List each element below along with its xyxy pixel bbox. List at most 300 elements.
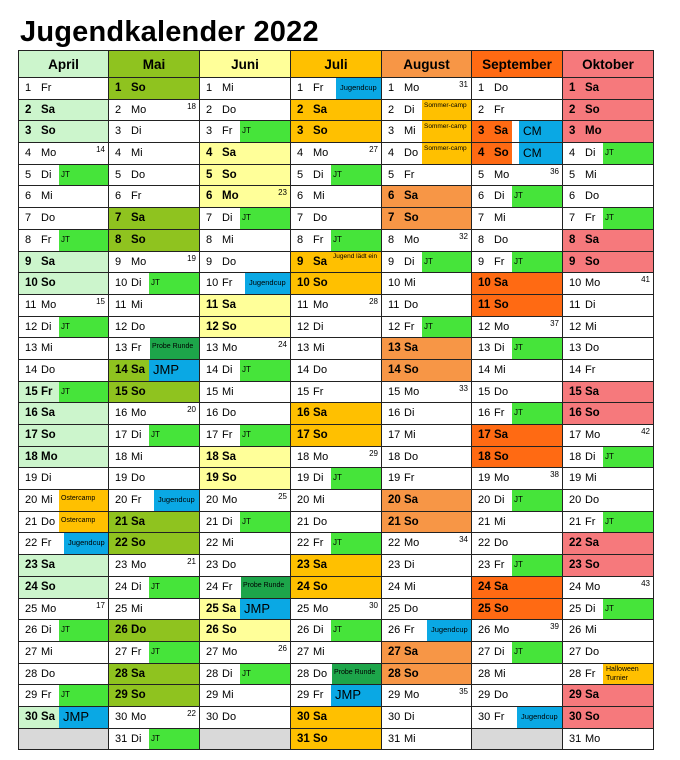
weekday: Mo [494, 472, 510, 485]
event-jt[interactable]: JT [603, 447, 653, 468]
day-cell[interactable] [382, 294, 472, 316]
day-cell[interactable] [563, 641, 654, 663]
day-cell[interactable] [472, 273, 563, 295]
day-label [115, 451, 143, 463]
day-cell[interactable] [291, 164, 382, 186]
day-cell[interactable] [472, 78, 563, 100]
day-cell[interactable] [382, 685, 472, 707]
day-cell[interactable] [109, 99, 200, 121]
day-cell[interactable] [109, 381, 200, 403]
day-cell[interactable] [200, 511, 291, 533]
day-cell[interactable] [19, 555, 109, 577]
event-jt[interactable]: JT [240, 121, 290, 142]
event-jt[interactable]: JT [331, 165, 381, 186]
day-cell[interactable] [472, 641, 563, 663]
weekday: Mi [585, 168, 597, 181]
event-jt[interactable]: JT [422, 252, 471, 273]
event-jt[interactable]: JT [149, 273, 199, 294]
day-cell[interactable] [291, 381, 382, 403]
day-cell[interactable] [291, 576, 382, 598]
day-cell[interactable] [472, 316, 563, 338]
day-cell[interactable] [382, 663, 472, 685]
day-cell[interactable] [200, 338, 291, 360]
day-cell[interactable] [200, 403, 291, 425]
day-cell[interactable] [563, 164, 654, 186]
day-cell[interactable] [19, 229, 109, 251]
day-cell[interactable] [563, 143, 654, 165]
day-cell[interactable] [200, 663, 291, 685]
event-jmp[interactable]: JMP [149, 360, 199, 381]
day-cell[interactable] [382, 468, 472, 490]
day-cell[interactable] [19, 663, 109, 685]
day-cell[interactable] [109, 728, 200, 750]
event-jt[interactable]: JT [331, 468, 381, 489]
event-cm[interactable]: CM [519, 121, 562, 142]
day-cell[interactable] [472, 143, 563, 165]
day-cell[interactable] [19, 381, 109, 403]
day-cell[interactable] [472, 511, 563, 533]
event-jt[interactable]: JT [512, 186, 562, 207]
day-cell[interactable] [382, 121, 472, 143]
day-cell[interactable] [563, 251, 654, 273]
day-cell[interactable] [200, 273, 291, 295]
day-cell[interactable] [200, 576, 291, 598]
day-cell[interactable] [109, 706, 200, 728]
event-jt[interactable]: JT [240, 512, 290, 533]
day-cell[interactable] [291, 121, 382, 143]
day-cell[interactable] [563, 576, 654, 598]
day-cell[interactable] [200, 121, 291, 143]
calendar-row [19, 403, 654, 425]
day-cell[interactable] [291, 99, 382, 121]
event-jt[interactable]: JT [240, 208, 290, 229]
event-jmp[interactable]: JMP [331, 685, 381, 706]
day-cell[interactable] [200, 490, 291, 512]
day-cell[interactable] [382, 728, 472, 750]
day-cell[interactable] [382, 338, 472, 360]
day-cell[interactable] [472, 425, 563, 447]
day-cell[interactable] [382, 533, 472, 555]
day-cell[interactable] [472, 403, 563, 425]
day-cell[interactable] [291, 511, 382, 533]
day-cell[interactable] [291, 78, 382, 100]
day-cell[interactable] [291, 533, 382, 555]
day-cell[interactable] [472, 229, 563, 251]
day-cell[interactable] [382, 78, 472, 100]
day-cell[interactable] [291, 338, 382, 360]
day-cell[interactable] [382, 99, 472, 121]
day-cell[interactable] [19, 359, 109, 381]
day-cell[interactable] [291, 143, 382, 165]
day-cell[interactable] [563, 208, 654, 230]
day-cell[interactable] [19, 511, 109, 533]
weekday: Fr [41, 82, 52, 94]
day-cell[interactable] [200, 359, 291, 381]
day-cell[interactable] [109, 208, 200, 230]
week-number: 32 [459, 231, 468, 241]
event-jt[interactable]: JT [512, 642, 562, 663]
day-cell[interactable] [382, 490, 472, 512]
event-jt[interactable]: JT [59, 685, 108, 706]
day-cell[interactable] [200, 381, 291, 403]
day-label [115, 559, 146, 571]
day-cell[interactable] [563, 598, 654, 620]
event-jt[interactable]: JT [59, 230, 108, 251]
day-cell[interactable] [109, 490, 200, 512]
day-cell[interactable] [200, 99, 291, 121]
event-oc[interactable]: Ostercamp [59, 490, 108, 511]
event-jt[interactable]: JT [59, 620, 108, 641]
day-cell[interactable] [472, 706, 563, 728]
day-cell[interactable] [291, 555, 382, 577]
day-cell[interactable] [19, 706, 109, 728]
day-cell[interactable] [382, 403, 472, 425]
event-jt[interactable]: JT [331, 230, 381, 251]
day-cell[interactable] [382, 316, 472, 338]
day-cell[interactable] [291, 294, 382, 316]
day-number: 14 [115, 363, 128, 376]
day-cell[interactable] [563, 186, 654, 208]
day-cell[interactable] [472, 490, 563, 512]
weekday: Do [494, 385, 509, 398]
day-label [388, 234, 419, 246]
day-cell[interactable] [472, 208, 563, 230]
day-cell[interactable] [563, 229, 654, 251]
day-cell[interactable] [19, 78, 109, 100]
day-cell[interactable] [291, 446, 382, 468]
day-cell[interactable] [382, 359, 472, 381]
day-cell[interactable] [19, 251, 109, 273]
day-cell[interactable] [19, 273, 109, 295]
day-cell[interactable] [472, 663, 563, 685]
day-cell[interactable] [19, 576, 109, 598]
day-cell[interactable] [291, 641, 382, 663]
day-cell[interactable] [19, 208, 109, 230]
event-oc[interactable]: Ostercamp [59, 512, 108, 533]
day-cell[interactable] [19, 425, 109, 447]
event-sc[interactable]: Sommer-camp [422, 100, 471, 121]
day-cell[interactable] [563, 663, 654, 685]
day-cell[interactable] [19, 316, 109, 338]
day-cell[interactable] [19, 446, 109, 468]
day-cell[interactable] [563, 728, 654, 750]
day-cell[interactable] [19, 685, 109, 707]
day-cell[interactable] [472, 620, 563, 642]
event-jl[interactable]: Jugend lädt ein [331, 252, 381, 273]
day-cell[interactable] [563, 294, 654, 316]
day-cell[interactable] [472, 338, 563, 360]
day-cell[interactable] [472, 294, 563, 316]
event-jc[interactable]: Jugendcup [64, 533, 108, 554]
day-cell[interactable] [19, 620, 109, 642]
event-jt[interactable]: JT [603, 599, 653, 620]
day-cell[interactable] [109, 359, 200, 381]
day-number: 19 [478, 472, 491, 485]
day-cell[interactable] [472, 164, 563, 186]
day-cell[interactable] [382, 143, 472, 165]
day-cell[interactable] [200, 78, 291, 100]
day-label [206, 689, 234, 701]
day-cell[interactable] [472, 533, 563, 555]
weekday: Do [222, 710, 237, 723]
day-cell[interactable] [291, 728, 382, 750]
day-cell[interactable] [109, 143, 200, 165]
day-cell[interactable] [563, 533, 654, 555]
day-cell[interactable] [19, 468, 109, 490]
event-jt[interactable]: JT [59, 317, 108, 338]
event-jt[interactable]: JT [149, 425, 199, 446]
event-sc[interactable]: Sommer-camp [422, 121, 471, 142]
day-cell[interactable] [291, 598, 382, 620]
event-pr[interactable]: Probe Runde [150, 338, 199, 359]
day-cell[interactable] [563, 338, 654, 360]
day-cell[interactable] [109, 446, 200, 468]
weekday: Sa [585, 689, 600, 702]
day-cell[interactable] [291, 685, 382, 707]
day-cell[interactable] [200, 555, 291, 577]
day-cell[interactable] [109, 511, 200, 533]
day-cell[interactable] [382, 381, 472, 403]
day-cell[interactable] [19, 533, 109, 555]
day-cell[interactable] [200, 208, 291, 230]
event-jc[interactable]: Jugendcup [154, 490, 199, 511]
day-cell[interactable] [19, 403, 109, 425]
day-cell[interactable] [200, 706, 291, 728]
event-jc[interactable]: Jugendcup [517, 707, 562, 728]
day-cell[interactable] [109, 555, 200, 577]
event-jt[interactable]: JT [149, 642, 199, 663]
day-cell[interactable] [19, 490, 109, 512]
event-jc[interactable]: Jugendcup [427, 620, 471, 641]
day-cell[interactable] [291, 208, 382, 230]
day-cell[interactable] [563, 706, 654, 728]
weekday: Sa [222, 147, 237, 160]
day-cell[interactable] [109, 685, 200, 707]
day-cell[interactable] [200, 685, 291, 707]
event-pr[interactable]: Probe Runde [332, 664, 381, 685]
day-cell[interactable] [19, 143, 109, 165]
day-cell[interactable] [19, 641, 109, 663]
day-cell[interactable] [472, 685, 563, 707]
day-cell[interactable] [19, 294, 109, 316]
day-cell[interactable] [109, 576, 200, 598]
day-cell[interactable] [472, 359, 563, 381]
day-cell[interactable] [382, 273, 472, 295]
day-cell[interactable] [109, 338, 200, 360]
event-pr[interactable]: Probe Runde [241, 577, 290, 598]
day-cell[interactable] [19, 121, 109, 143]
event-jt[interactable]: JT [240, 360, 290, 381]
event-jt[interactable]: JT [512, 403, 562, 424]
day-cell[interactable] [382, 446, 472, 468]
day-cell[interactable] [382, 598, 472, 620]
day-cell[interactable] [563, 490, 654, 512]
day-cell[interactable] [109, 294, 200, 316]
day-cell[interactable] [291, 468, 382, 490]
day-cell[interactable] [109, 78, 200, 100]
day-cell[interactable] [200, 620, 291, 642]
day-cell[interactable] [472, 121, 563, 143]
day-cell[interactable] [109, 533, 200, 555]
event-jc[interactable]: Jugendcup [245, 273, 290, 294]
day-cell[interactable] [382, 706, 472, 728]
event-jt[interactable]: JT [603, 143, 653, 164]
day-cell[interactable] [200, 641, 291, 663]
day-cell[interactable] [19, 186, 109, 208]
day-cell[interactable] [109, 641, 200, 663]
day-cell[interactable] [291, 186, 382, 208]
day-number: 28 [297, 667, 310, 680]
day-cell[interactable] [382, 425, 472, 447]
day-cell[interactable] [19, 99, 109, 121]
day-cell[interactable] [563, 511, 654, 533]
day-cell[interactable] [109, 273, 200, 295]
day-cell[interactable] [291, 359, 382, 381]
day-cell[interactable] [472, 381, 563, 403]
day-cell[interactable] [472, 99, 563, 121]
day-cell[interactable] [291, 403, 382, 425]
event-jt[interactable]: JT [59, 382, 108, 403]
day-cell[interactable] [382, 511, 472, 533]
day-cell[interactable] [200, 143, 291, 165]
day-cell[interactable] [109, 164, 200, 186]
day-cell[interactable] [19, 598, 109, 620]
day-label [569, 364, 595, 376]
day-cell[interactable] [563, 273, 654, 295]
event-jt[interactable]: JT [59, 165, 108, 186]
day-cell[interactable] [382, 208, 472, 230]
event-jt[interactable]: JT [422, 317, 471, 338]
day-cell[interactable] [200, 533, 291, 555]
day-number: 8 [478, 233, 485, 246]
day-cell[interactable] [200, 425, 291, 447]
event-jmp[interactable]: JMP [240, 599, 290, 620]
day-cell[interactable] [109, 121, 200, 143]
weekday: Di [131, 732, 142, 745]
day-number: 25 [25, 602, 38, 615]
day-cell[interactable] [291, 251, 382, 273]
day-cell[interactable] [109, 620, 200, 642]
day-cell[interactable] [563, 468, 654, 490]
day-label [206, 472, 237, 484]
day-cell[interactable] [200, 468, 291, 490]
day-cell[interactable] [563, 620, 654, 642]
day-cell[interactable] [563, 359, 654, 381]
day-cell[interactable] [472, 251, 563, 273]
event-cm[interactable]: CM [519, 143, 562, 164]
day-cell[interactable] [109, 663, 200, 685]
day-cell[interactable] [200, 229, 291, 251]
day-cell[interactable] [291, 620, 382, 642]
day-cell[interactable] [19, 338, 109, 360]
day-cell[interactable] [472, 446, 563, 468]
event-jt[interactable]: JT [603, 208, 653, 229]
weekday: Mo [585, 277, 601, 290]
weekday: Do [313, 667, 328, 680]
day-cell[interactable] [291, 229, 382, 251]
event-jt[interactable]: JT [512, 490, 562, 511]
day-cell[interactable] [19, 164, 109, 186]
event-jt[interactable]: JT [512, 252, 562, 273]
day-cell[interactable] [563, 121, 654, 143]
event-jt[interactable]: JT [240, 664, 290, 685]
event-jt[interactable]: JT [149, 577, 199, 598]
day-cell[interactable] [109, 468, 200, 490]
day-cell[interactable] [382, 186, 472, 208]
event-jt[interactable]: JT [331, 533, 381, 554]
event-hw[interactable]: Halloween Turnier [603, 664, 653, 685]
day-cell[interactable] [291, 663, 382, 685]
day-cell[interactable] [109, 186, 200, 208]
day-cell[interactable] [563, 381, 654, 403]
day-cell[interactable] [472, 598, 563, 620]
day-cell[interactable] [291, 316, 382, 338]
day-label [206, 299, 236, 311]
day-cell[interactable] [200, 316, 291, 338]
day-cell[interactable] [563, 403, 654, 425]
day-cell[interactable] [200, 294, 291, 316]
event-jt[interactable]: JT [149, 729, 199, 750]
day-cell[interactable] [472, 468, 563, 490]
day-cell[interactable] [291, 273, 382, 295]
day-cell[interactable] [382, 576, 472, 598]
day-cell[interactable] [563, 425, 654, 447]
day-cell[interactable] [382, 251, 472, 273]
day-cell[interactable] [472, 555, 563, 577]
day-cell[interactable] [382, 620, 472, 642]
day-cell[interactable] [382, 164, 472, 186]
day-cell[interactable] [200, 186, 291, 208]
day-cell[interactable] [200, 446, 291, 468]
day-cell[interactable] [382, 641, 472, 663]
day-cell[interactable] [109, 598, 200, 620]
day-number: 23 [569, 559, 582, 572]
day-cell[interactable] [291, 425, 382, 447]
day-cell[interactable] [563, 555, 654, 577]
day-cell[interactable] [200, 598, 291, 620]
day-cell[interactable] [563, 685, 654, 707]
day-cell[interactable] [563, 78, 654, 100]
day-cell[interactable] [291, 706, 382, 728]
event-jt[interactable]: JT [240, 425, 290, 446]
day-cell[interactable] [382, 229, 472, 251]
day-cell[interactable] [472, 576, 563, 598]
day-cell[interactable] [563, 99, 654, 121]
event-jt[interactable]: JT [512, 555, 562, 576]
day-number: 4 [206, 147, 213, 160]
event-jt[interactable]: JT [331, 620, 381, 641]
day-cell[interactable] [382, 555, 472, 577]
day-number: 13 [388, 342, 401, 355]
day-cell[interactable] [563, 446, 654, 468]
day-cell[interactable] [472, 186, 563, 208]
event-sc[interactable]: Sommer-camp [422, 143, 471, 164]
day-cell[interactable] [109, 229, 200, 251]
day-cell[interactable] [563, 316, 654, 338]
day-cell[interactable] [109, 251, 200, 273]
event-jt[interactable]: JT [603, 512, 653, 533]
day-cell[interactable] [109, 425, 200, 447]
event-jc[interactable]: Jugendcup [336, 78, 381, 99]
event-jmp[interactable]: JMP [59, 707, 108, 728]
event-jt[interactable]: JT [512, 338, 562, 359]
day-cell[interactable] [291, 490, 382, 512]
weekday: So [404, 363, 419, 376]
day-cell[interactable] [200, 164, 291, 186]
day-cell[interactable] [109, 403, 200, 425]
day-cell[interactable] [109, 316, 200, 338]
day-cell[interactable] [200, 251, 291, 273]
